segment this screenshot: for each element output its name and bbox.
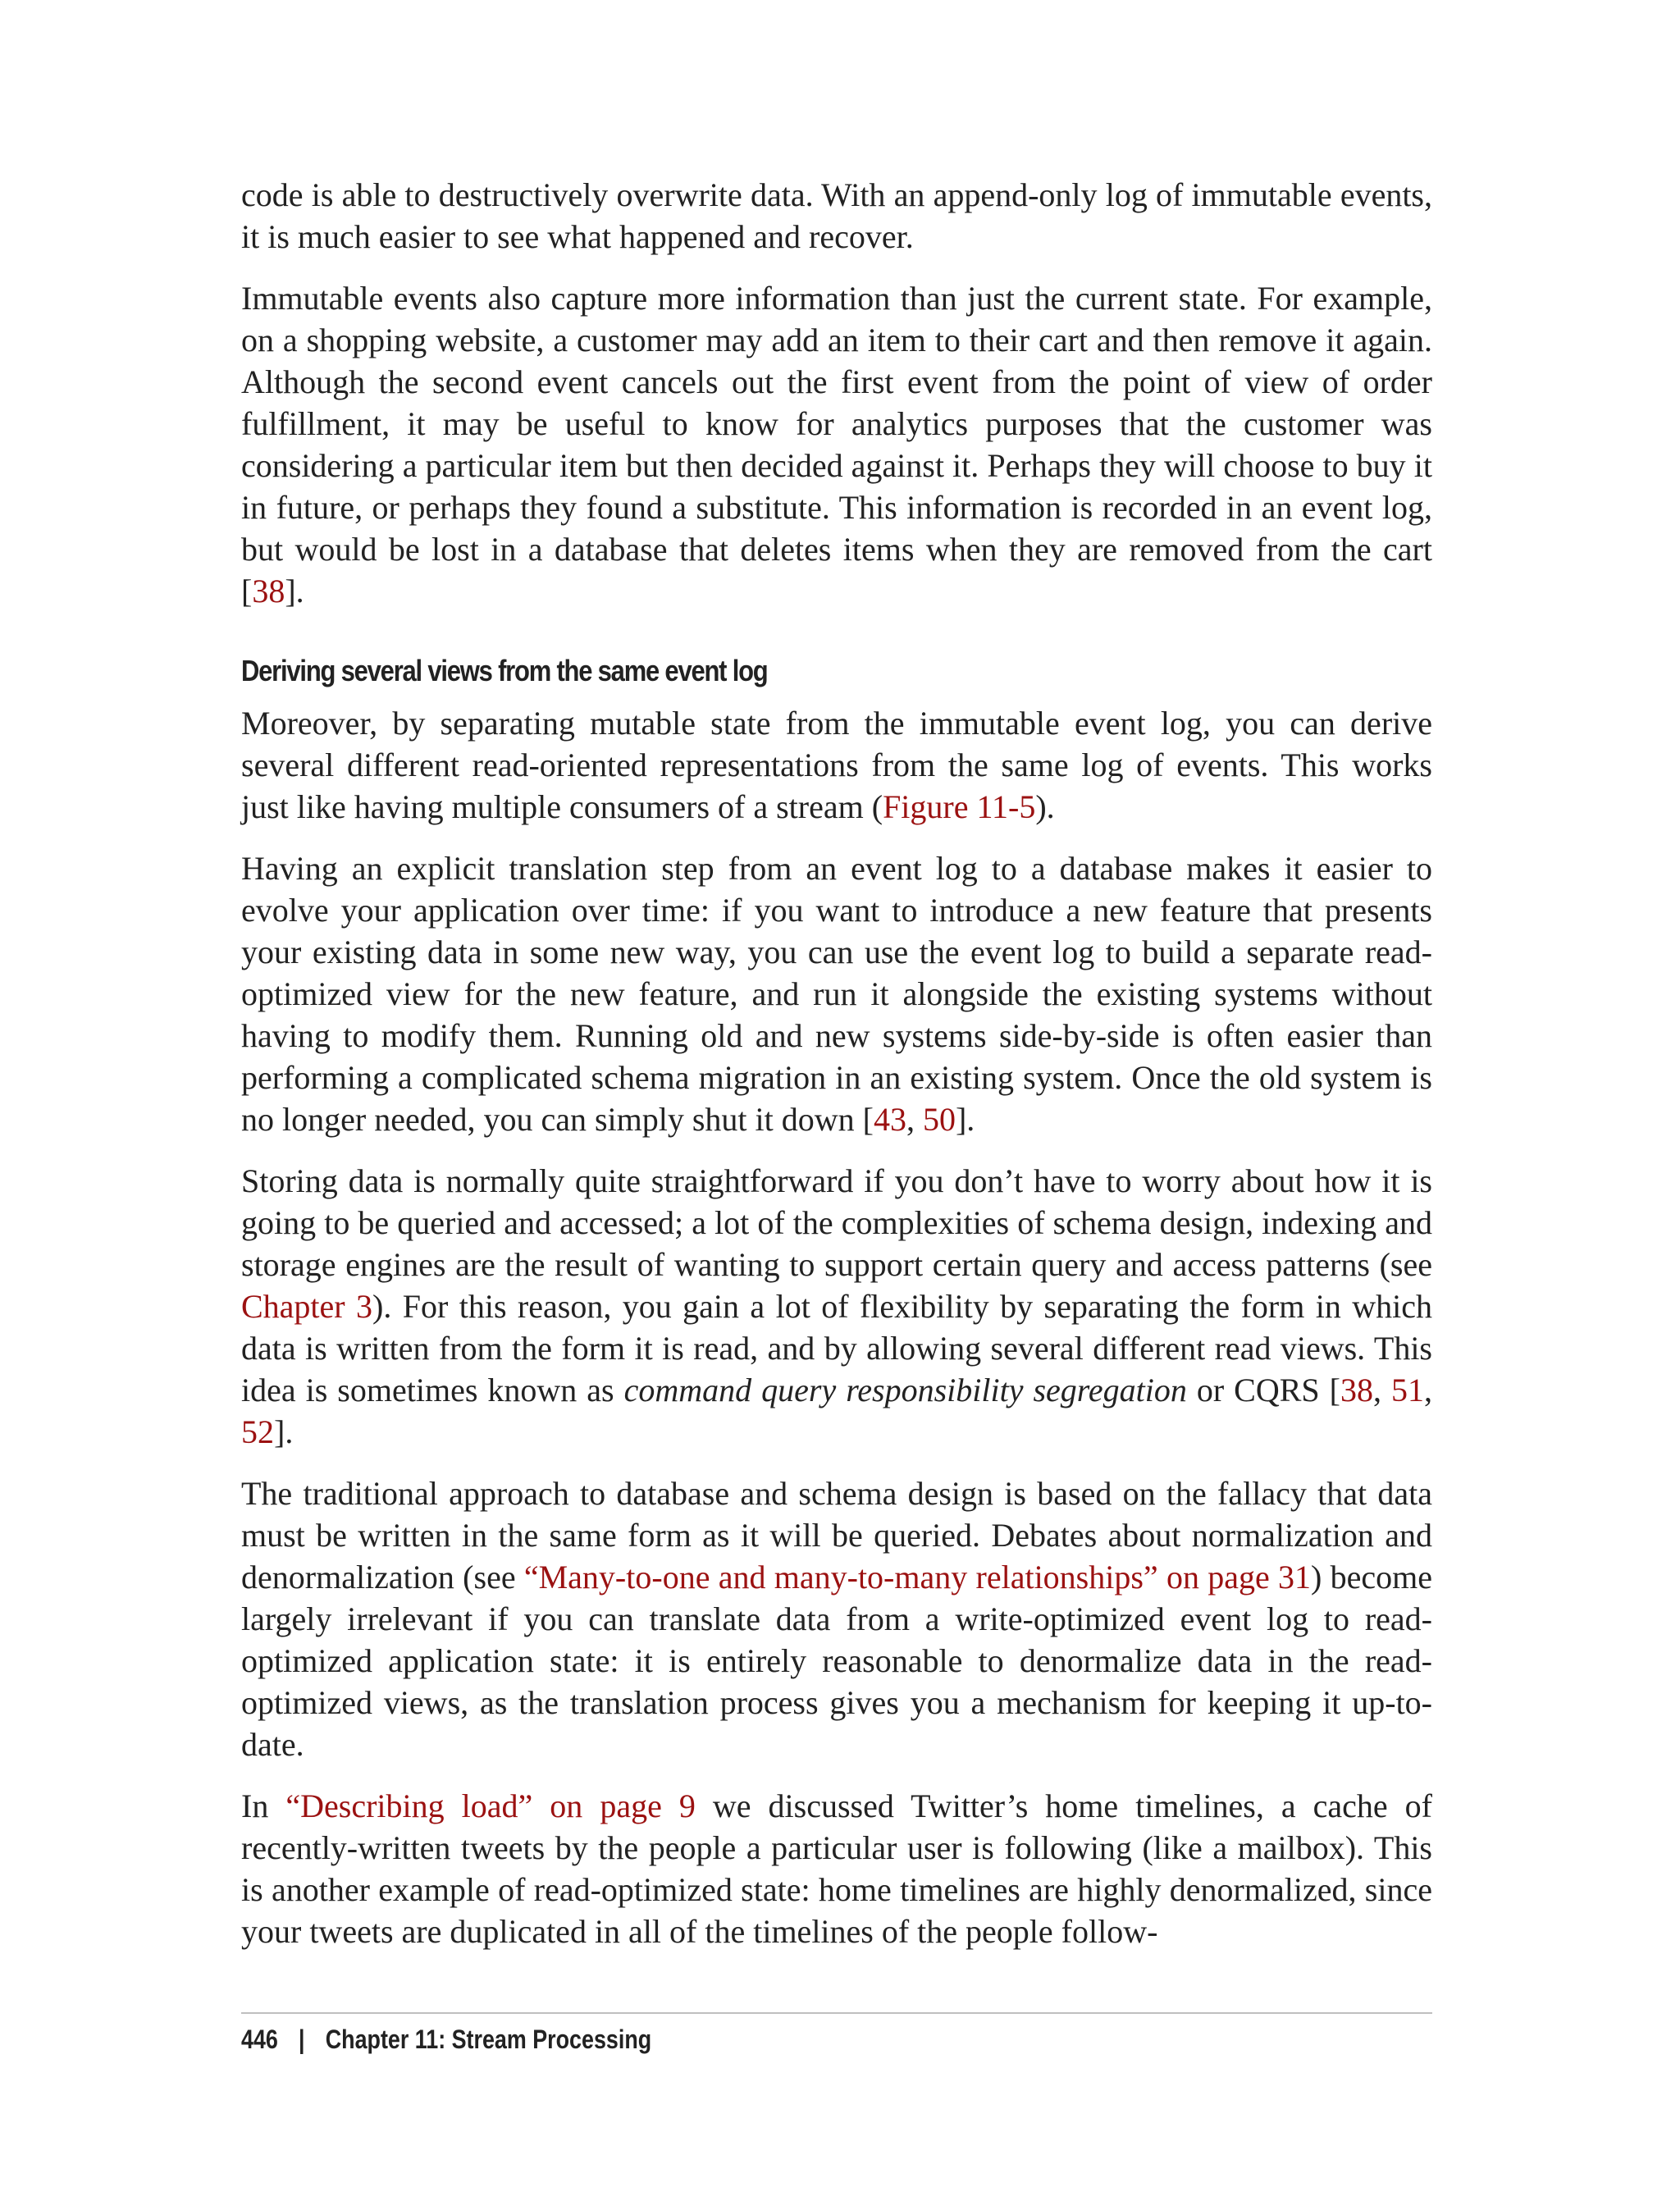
paragraph-2-text: Immutable events also capture more information than just the current state. For example, on a shopping website, a customer may add an item to their cart and then remove it again. Although the second event cancels out the first event from the point of view of order fulfillment, it may be useful to know for analytics purposes that the customer was considering a particular item but then decided against it. Perhaps they will choose to buy it in future, or perhaps they found a substitute. This information is recorded in an event log, but would be lost in a database that deletes items when they are removed from the cart [	[241, 280, 1432, 609]
citation-separator: ,	[906, 1101, 923, 1138]
paragraph-7	[241, 1785, 1432, 1952]
citation-link-43[interactable]: 43	[873, 1101, 906, 1138]
page-number: 446	[241, 2025, 278, 2054]
paragraph-5-text-a: Storing data is normally quite straightforward if you don’t have to worry about how it is going to be queried and accessed; a lot of the complexities of schema design, indexing and storage engines are the result of wanting to support certain query and access patterns (see	[241, 1162, 1432, 1283]
paragraph-6-text-a: The traditional approach to database and schema design is based on the fallacy that data must be written in the same form as it will be queried. Debates about normalization and denormalization (see	[241, 1475, 1432, 1596]
section-heading: Deriving several views from the same event log	[241, 654, 768, 687]
chapter-link[interactable]: Chapter 3	[241, 1288, 373, 1325]
paragraph-2-end: ].	[285, 573, 304, 609]
page-body	[241, 174, 1432, 1972]
paragraph-6-text-b: ) become largely irrelevant if you can translate data from a write-optimized event log to read-optimized application state: it is entirely reasonable to denormalize data in the read-optimized views, as the translation process gives you a mechanism for keeping it up-to-date.	[241, 1559, 1433, 1763]
paragraph-3-text: Moreover, by separating mutable state from the immutable event log, you can derive several different read-oriented representations from the same log of events. This works just like having multiple consumers of a stream (	[241, 705, 1432, 825]
citation-link-51[interactable]: 51	[1390, 1372, 1424, 1408]
paragraph-6	[241, 1472, 1432, 1765]
paragraph-2	[241, 277, 1432, 612]
paragraph-5-text-c: or CQRS [	[1186, 1372, 1340, 1408]
paragraph-5-end: ].	[274, 1413, 294, 1450]
paragraph-7-text-b: we discussed Twitter’s home timelines, a cache of recently-written tweets by the people a particular user is following (like a mailbox). This is another example of read-optimized state: home timelines are highly denormalized, since your tweets are duplicated in all of the timelines of the people follow-	[241, 1787, 1433, 1950]
citation-link-38[interactable]: 38	[252, 573, 285, 609]
paragraph-7-text-a: In	[241, 1787, 286, 1824]
citation-separator: ,	[1423, 1372, 1432, 1408]
citation-link-52[interactable]: 52	[241, 1413, 274, 1450]
cqrs-term: command query responsibility segregation	[623, 1372, 1187, 1408]
citation-separator: ,	[1372, 1372, 1391, 1408]
paragraph-1	[241, 174, 1432, 258]
citation-link-38-b[interactable]: 38	[1340, 1372, 1373, 1408]
describing-load-link[interactable]: “Describing load” on page 9	[285, 1787, 696, 1824]
footer-divider	[241, 2012, 1432, 2014]
paragraph-4-end: ].	[955, 1101, 975, 1138]
citation-link-50[interactable]: 50	[922, 1101, 956, 1138]
footer-separator: |	[299, 2025, 305, 2054]
paragraph-5	[241, 1160, 1432, 1453]
paragraph-4-text: Having an explicit translation step from an event log to a database makes it easier to evolve your application over time: if you want to introduce a new feature that presents your existing data in some new way, you can use the event log to build a separate read-optimized view for the new feature, and run it alongside the existing systems without having to modify them. Running old and new systems side-by-side is often easier than performing a complicated schema migration in an existing system. Once the old system is no longer needed, you can simply shut it down [	[241, 850, 1432, 1138]
paragraph-4	[241, 847, 1432, 1140]
paragraph-1-text: code is able to destructively overwrite data. With an append-only log of immutable events, it is much easier to see what happened and recover.	[241, 176, 1432, 255]
paragraph-3-end: ).	[1035, 788, 1055, 825]
figure-link[interactable]: Figure 11-5	[883, 788, 1036, 825]
paragraph-5-text-b: ). For this reason, you gain a lot of flexibility by separating the form in which data is written from the form it is read, and by allowing several different read views. This idea is sometimes known as	[241, 1288, 1432, 1408]
page-footer	[241, 2023, 651, 2056]
paragraph-3	[241, 702, 1432, 828]
chapter-title: Chapter 11: Stream Processing	[325, 2025, 652, 2054]
relationships-section-link[interactable]: “Many-to-one and many-to-many relationships” on page 31	[523, 1559, 1312, 1596]
